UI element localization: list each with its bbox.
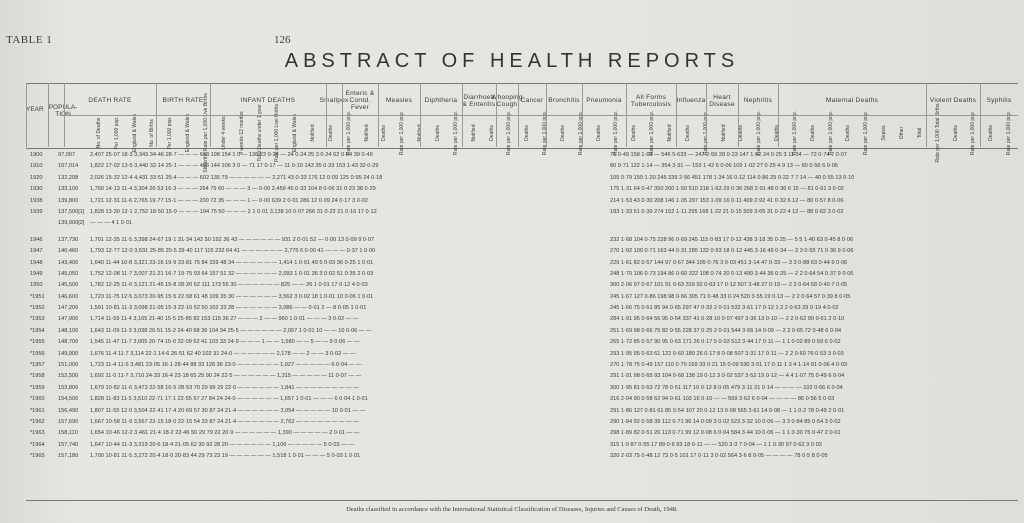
row-values-right: 214 1·53 43 0·30 208 146 1·05 297 153 1·09 16 0·11 409 2·92 41 0·32 6 12 — 80 0·57 8 0·06 (610, 197, 844, 204)
sub-header (215, 117, 233, 148)
table-row (26, 440, 1018, 451)
table-label: TABLE 1 (6, 34, 53, 46)
footnote: Deaths classified in accordance with the International Statistical Classification of Diseases, Injuries and Causes of Death, 1948. (346, 506, 678, 513)
sub-header (268, 103, 286, 162)
row-values-left: 1,760 14·13 11·4 3,304 26·53 16·3 — — — 264 79 60 — — — 3 — 0·00 2,459 45 0·33 104 8 0·06 31 0·23 38 0·29 (90, 186, 376, 193)
row-values-left: 1,714 11·59 11·4 3,165 21·40 15·5 25·85 82 153 115 36 27 — — — 2 — — 960 1 0·01 — — — 3 0·02 — — (90, 316, 359, 323)
sub-header (251, 103, 269, 162)
bottom-rule (26, 500, 1018, 501)
sub-header-label: Deaths (327, 124, 334, 141)
sub-header-label: Total Deaths under 1 year (256, 103, 263, 162)
row-population: 156,490 (58, 407, 79, 414)
row-population: 145,050 (58, 270, 79, 277)
page-title: ABSTRACT OF HEALTH REPORTS (284, 50, 740, 72)
row-year: *1963 (30, 430, 45, 437)
row-year: 1939 (30, 208, 43, 215)
row-values-left: — — — 4 1 0·01 (90, 220, 132, 227)
sub-header (750, 110, 768, 155)
row-population: 152,500 (58, 373, 79, 380)
group-header-17: Maternal Deaths (825, 97, 879, 104)
row-values-left: 2,407 25·07 18·3 3,343 34·46 28·7 — — — 663 198 154 1 0 — 138 23 0·24 — 24 0·24 25 3 0·24 62 0·64 39 0·49 (90, 152, 373, 158)
table-row (26, 269, 1018, 280)
sub-header (518, 117, 536, 148)
sub-header-label: Rate per 1,000 pop. (1006, 110, 1013, 155)
row-year: *1962 (30, 418, 45, 425)
sub-header (393, 110, 411, 155)
sub-header-label: Notified (720, 124, 727, 141)
sub-header-label: Rate per 1,000 pop. (756, 110, 763, 155)
group-header-5: Enteric & Contd. Fever (345, 90, 375, 111)
sub-header (197, 92, 215, 173)
data-rows (26, 150, 1018, 463)
row-values-right: 251 1·69 98 0·66 75 82 0·55 228 37 0·25 2 0·01 544 3·66 14 0·09 — 2 2 0·65 72 0·48 6 0·04 (610, 327, 842, 334)
row-values-left: 2,026 15·32 12·4 4,431 33·51 25·4 — — — 602 135 79 — — — — — — 2,271 43 0·33 176 12 0·09 125 0·95 24 0·18 (90, 174, 383, 181)
sub-header (893, 117, 911, 148)
page-number: 126 (274, 34, 291, 46)
sub-header (1000, 110, 1018, 155)
group-header-2: BIRTH RATE (162, 97, 204, 104)
row-values-left: 1,752 12·08 11·7 3,007 21·21 16·7 19·75 93 64 157 51 32 — — — — — — 2,093 1 0·01 36 3 0·02 51 0·35 2 0·03 (90, 270, 374, 277)
row-population: 140,460 (58, 248, 79, 255)
row-year: 1900 (30, 152, 43, 158)
row-values-left: 1,701 12·35 11·5 3,398 24·67 19·1 31·34 142 50 192 36 43 — — — — — — 931 2 0·01 52 — 0·00 13 0·09 9 0·07 (90, 236, 375, 243)
row-values-right: 293 1·95 95 0·63 61 122 0·60 180 26 0·17 8 0·08 507 3·31 17 0·11 — 2 2 0·60 76 0·53 3 0·03 (610, 350, 844, 357)
row-year: *1958 (30, 373, 45, 380)
row-values-right: 320 2·03 75 0·48 12 73 0·5 101 17 0·11 3 0·02 564 3·6 8 0·05 — — — — 78 0·5 8 0·05 (610, 453, 828, 460)
sub-header-label: Deaths (809, 124, 816, 141)
table-row (26, 326, 1018, 337)
row-values-right: 300 2·06 97 0·67 101 91 0·63 319 92 0·63 17 0·12 507 3·48 27 0·19 — 2 2 0·64 58 0·40 7 0·05 (610, 282, 848, 289)
row-values-right: 229 1·61 82 0·57 144 97 0·67 344 109 0·76 3 0·03 451 3·14 47 0·33 — 3 3 0·88 63 0·44 9 0·06 (610, 259, 848, 266)
row-year: *1959 (30, 384, 45, 391)
sub-header-label: No. of Births (149, 118, 156, 147)
sub-header-label: Notified (666, 124, 673, 141)
row-values-left: 1,654 10·46 12·2 3,461 21·4 18·2 22·46 50 29 79 22 20·9 — — — — — — 1,390 — — — — — 2 0·01 — — (90, 430, 360, 437)
row-values-left: 1,700 10·81 11·5 3,272 20·4 18·0 20·83 44 29 73 23 19 — — — — — — 1,518 1 0·01 — — — 5 0·03 1 0·01 (90, 453, 361, 460)
sub-header-label: Deaths (774, 124, 781, 141)
row-year: *1952 (30, 305, 45, 312)
sub-header (875, 117, 893, 148)
sub-header (572, 110, 590, 155)
row-values-left: 1,793 12·77 12·0 3,631 25·85 20·5 29·40 117 115 232 64 41 — — — — — — 2,775 6 0·00 41 — — — 0·37 1 0·00 (90, 248, 376, 255)
sub-header-label: Notified (470, 124, 477, 141)
row-values-left: 1,782 12·25 11·6 3,121 21·45 15·8 28·20 62 111 173 55 30 — — — — — — 825 — — 26 1 0·01 17 0·12 4 0·03 (90, 282, 368, 289)
row-population: 139,800 (58, 197, 79, 204)
sub-header (982, 117, 1000, 148)
group-header-7: Diphtheria (424, 97, 458, 104)
sub-header-label: Other (898, 126, 905, 139)
row-values-right: 245 1·67 127 0·86 198 98 0·66 305 71 0·48 33 0·24 520 3·55 19 0·13 — 2 2 0·64 57 0·39 8 0·05 (610, 293, 851, 300)
sub-header (144, 117, 162, 148)
table-row (26, 246, 1018, 257)
sub-header-label: Under 4 weeks (220, 115, 227, 150)
sub-header (840, 117, 858, 148)
row-values-left: 1,667 10·58 11·9 3,567 22·15 18·0 22·15 54 33 87 24 21·4 — — — — — — 2,762 — — — — — — — — — (90, 418, 359, 425)
sub-header-label: Rate per 1,000 pop. (613, 110, 620, 155)
sub-header (554, 117, 572, 148)
row-population: 154,500 (58, 396, 79, 403)
sub-header (679, 117, 697, 148)
row-population: 148,700 (58, 339, 79, 346)
row-population: 133,100 (58, 186, 79, 193)
row-year: *1960 (30, 396, 45, 403)
table-row (26, 360, 1018, 371)
row-values-left: 1,723 11·4 11·5 3,481 23·05 16·1 28·44 88 33 126 36 23·0 — — — — — — 1,927 — — — — — 6 0·04 — — (90, 362, 362, 369)
group-header-14: Influenza (676, 97, 706, 104)
year-column-header: YEAR (26, 106, 44, 113)
sub-header-label: Deaths (631, 124, 638, 141)
row-population: 157,690 (58, 418, 79, 425)
sub-header-label: Notified (363, 124, 370, 141)
group-header-8: Diarrhoea & Enteritis (462, 93, 496, 108)
row-values-left: 1,807 11·55 12·0 3,504 22·41 17·4 20·69 57 30 87 24 21·4 — — — — — — 2,054 — — — — — 10 0·01 — — (90, 407, 366, 414)
sub-header-label: Deaths (488, 124, 495, 141)
row-population: 97,007 (58, 152, 76, 158)
table-row (26, 394, 1018, 405)
row-values-left: 1,647 10·44 11·3 3,319 20·6 18·4 21·05 62 30 92 28 20 — — — — — — 1,106 — — — — — 5 0·03 — — (90, 441, 354, 448)
row-values-right: 71 0·49 158 1·63 — 546 5·633 — 247 2·59 28 0·23 147 1·52 24 0·25 3 11 34 — 72 0·74 7 0·07 (610, 152, 847, 158)
row-population: 137,500[1] (58, 208, 85, 215)
sub-header (786, 110, 804, 155)
table-row (26, 161, 1018, 172)
row-year: 1947 (30, 248, 43, 255)
row-year: 1930 (30, 186, 43, 193)
sub-header-label: Rate per 1,000 pop. (577, 110, 584, 155)
sub-header-label: Rate per 1,000 pop. (452, 110, 459, 155)
row-year: 1920 (30, 174, 43, 181)
header-subrule (64, 115, 1018, 116)
sub-header-label: Stillbirths Rate per 1,000 Live Births (202, 92, 209, 173)
row-population: 147,900 (58, 316, 79, 323)
row-population: 137,730 (58, 236, 79, 243)
sub-header-label: Per 1,000 pop. (113, 116, 120, 149)
group-header-16: Nephritis (743, 97, 773, 104)
sub-header (465, 117, 483, 148)
table-row (26, 184, 1018, 195)
group-header-3: INFANT DEATHS (240, 97, 296, 104)
row-population: 139,900[2] (58, 220, 85, 227)
sub-header (608, 110, 626, 155)
row-values-right: 300 1·95 81 0·53 72 78 0·51 117 19 0·12 8 0·05 479 3·11 21 0·14 — — — — 102 0·66 6 0·04 (610, 384, 843, 391)
row-values-right: 232 1·68 104 0·75 228 96 0·69 245 115 0·83 17 0·12 438 3·18 35 0·25 — 5 5 1·40 63 0·45 8 0·06 (610, 236, 854, 243)
row-population: 132,208 (58, 174, 79, 181)
sub-header (500, 110, 518, 155)
row-values-left: 1,591 10·81 11·3 3,098 21·05 15·3 22·10 52 50 102 33 28 — — — — — — 3,086 — — 0·01 2 — 8 0·05 1 0·01 (90, 305, 367, 312)
row-values-right: 255 1·72 85 0·57 90 95 0·63 171 26 0·17 5 0·03 512 3·44 17 0·11 — 1 1 0·02 89 0·59 6 0·02 (610, 339, 841, 346)
row-population: 143,400 (58, 259, 79, 266)
row-year: 1946 (30, 236, 43, 243)
sub-header-label: Deaths (738, 124, 745, 141)
sub-header (804, 117, 822, 148)
sub-header (947, 117, 965, 148)
row-population: 151,000 (58, 362, 79, 369)
row-values-right: 290 1·84 92 0·58 39 112 0·71 96 14 0·09 3 0·02 523 3·32 10 0·06 — 3 3 0·84 85 0·54 3 0·02 (610, 418, 841, 425)
sub-header-label: No. of Deaths (95, 117, 102, 148)
sub-header (233, 110, 251, 155)
sub-header-label: Per 1,000 pop. (167, 116, 174, 149)
group-header-9: Whooping Cough (491, 93, 523, 108)
row-values-right: 270 1·92 100 0·71 163 44 0·31 285 132 0·93 18 0·12 445 3·16 49 0·34 — 3 3 0·55 71 0·36 9 0·06 (610, 248, 854, 255)
group-header-19: Syphilis (986, 97, 1012, 104)
group-header-1: DEATH RATE (88, 97, 132, 104)
sub-header-label: Deaths (845, 124, 852, 141)
row-values-right: 316 2·04 90 0·58 62 94 0·61 103 16 0·10 — — 569 3·62 6 0·04 — — — — 86 0·56 5 0·03 (610, 396, 835, 403)
sub-header-label: Rate per 1,000 pop. (399, 110, 406, 155)
group-header-15: Heart Disease (709, 93, 735, 108)
sub-header (643, 110, 661, 155)
sub-header-label: Deaths (381, 124, 388, 141)
sub-header-label: England & Wales (185, 113, 192, 152)
sub-header-label: Deaths (595, 124, 602, 141)
sub-header-label: Notified (310, 124, 317, 141)
header-divider (26, 83, 27, 147)
row-values-left: 1,643 11·09 11·3 3,038 20·51 15·2 24·40 68 36 104 34 25·5 — — — — — — 2,067 1 0·01 10 — — 10 0·06 — — (90, 327, 372, 334)
sub-header (161, 117, 179, 148)
table-row (26, 337, 1018, 348)
row-year: *1955 (30, 339, 45, 346)
sub-header (304, 117, 322, 148)
row-population: 157,740 (58, 441, 79, 448)
row-population: 149,900 (58, 350, 79, 357)
row-values-right: 248 1·70 106 0·73 194 86 0·60 322 108 0·74 20 0·13 499 3·44 36 0·25 — 2 2 0·64 54 0·37 9 0·06 (610, 270, 854, 277)
group-header-12: Pneumonia (586, 97, 622, 104)
table-row (26, 417, 1018, 428)
sub-header-label: Rate per 1,000 pop. (345, 110, 352, 155)
row-year: 1950 (30, 282, 43, 289)
sub-header-label: England & Wales (292, 113, 299, 152)
table-row (26, 303, 1018, 314)
group-header-4: Smallpox (319, 97, 349, 104)
row-year: 1949 (30, 270, 43, 277)
sub-header-label: Deaths (524, 124, 531, 141)
row-values-right: 183 1·33 51 0·39 274 152 1·11 295 168 1·22 21 0·15 509 3·65 31 0·22 4 12 — 88 0·62 3 0·02 (610, 208, 844, 215)
sub-header (625, 117, 643, 148)
sub-header-label: 4 weeks-12 months (238, 110, 245, 155)
sub-header (90, 117, 108, 148)
row-year: *1951 (30, 293, 45, 300)
row-values-right: 298 1·89 82 0·51 26 113 0·71 99 12 0·08 6 0·04 584 3·44 10 0·06 — 1 1 0·30 75 0·47 2 0·01 (610, 430, 841, 437)
table-row (26, 235, 1018, 246)
row-values-right: 175 1·31 64 0·47 350 200 1·50 510 218 1·63 29 0·36 268 2·01 48 0·36 6 15 — 81 0·61 3 0·02 (610, 186, 844, 193)
sub-header (857, 110, 875, 155)
table-row (26, 218, 1018, 229)
row-values-left: 1,828 13·30 12·1 2,752 18·50 15·0 — — — 194 75 50 — — — 2 1 0·01 3,138 10 0·07 266 31 0·22 21 0·16 17 0·12 (90, 208, 377, 215)
sub-header-label: Deaths (559, 124, 566, 141)
sub-header-label: Deaths (988, 124, 995, 141)
sub-header-label: Notified (417, 124, 424, 141)
row-population: 158,110 (58, 430, 78, 437)
sub-header-label: Rate per 1,000 pop. (702, 110, 709, 155)
sub-header (322, 117, 340, 148)
group-header-10: Cancer (520, 97, 544, 104)
sub-header-label: Rate per 1,000 pop. (542, 110, 549, 155)
table-row (26, 173, 1018, 184)
row-year: *1953 (30, 316, 45, 323)
table-row (26, 371, 1018, 382)
sub-header-label: Total (916, 127, 923, 138)
sub-header (590, 117, 608, 148)
table-row (26, 451, 1018, 462)
table-row (26, 428, 1018, 439)
group-header-13: All Forms Tuberculosis (630, 93, 672, 108)
row-population: 145,500 (58, 282, 79, 289)
row-population: 147,200 (58, 305, 79, 312)
sub-header (126, 113, 144, 152)
sub-header-label: Deaths (684, 124, 691, 141)
table-row (26, 196, 1018, 207)
table-row (26, 280, 1018, 291)
row-values-right: 105 0·79 159 1·20 245 339 2·56 451 178 1·34 16 0·12 114 0·86 29 0·22 7 7 14 — 40 0·55 13 0·10 (610, 174, 855, 181)
sub-header-label: Rate per 1,000 pop. (863, 110, 870, 155)
group-header-6: Measles (385, 97, 413, 104)
row-values-left: 1,679 10·82 11·6 3,473 22·58 16·5 28·53 70 29 99 29 22·0 — — — — — — 1,841 — — — — — — — — — (90, 384, 359, 391)
row-year: *1964 (30, 441, 45, 448)
sub-header (179, 113, 197, 152)
sub-header-label: Rate per 1,000 pop. (649, 110, 656, 155)
table-row (26, 258, 1018, 269)
sub-header (358, 117, 376, 148)
row-values-right: 80 0·71 122 1·14 — 354 3·31 — 153 1·42 6 0·06 109 1·02 27 0·25 4 9 13 — 60 0·56 6 0·06 (610, 163, 838, 170)
row-values-right: 291 1·86 127 0·81 61 85 0·54 107 20 0·12 13 0·08 565 3·61 14 0·08 — 1 1 0·2 78 0·49 2 0·01 (610, 407, 845, 414)
row-values-left: 1,545 11·47 11·7 3,005 20·74 15·0 32·09 62 41 103 33 24·9 — — — 1 — — 1,580 — — 5 — — 9 0·06 — — (90, 339, 360, 346)
group-header-11: Bronchitis (548, 97, 580, 104)
row-population: 148,100 (58, 327, 79, 334)
row-population: 146,600 (58, 293, 79, 300)
row-year: 1948 (30, 259, 43, 266)
row-values-left: 1,828 11·83 11·5 3,510 22·71 17·1 22·55 57 27 84 24 24·0 — — — — — — 1,657 1 0·01 — — — 6 0·04 1 0·01 (90, 396, 368, 403)
group-header-18: Violent Deaths (929, 97, 977, 104)
sub-header (929, 102, 947, 163)
row-values-right: 284 1·91 95 0·64 56 95 0·64 337 41 0·28 10 0·07 497 3·36 13 0·10 — 2 2 0·62 90 0·61 2 0·10 (610, 316, 845, 323)
row-values-left: 1,676 11·4 11·7 3,114 22·1 14·6 26·51 62 40 102 31 24·0 — — — — — — 2,178 — — 2 — — 3 0·02 — — (90, 350, 356, 357)
table-row (26, 314, 1018, 325)
sub-header (732, 117, 750, 148)
sub-header (286, 113, 304, 152)
sub-header (715, 117, 733, 148)
row-year: 1938 (30, 197, 43, 204)
sub-header-label: England & Wales (131, 113, 138, 152)
sub-header-label: Deaths (952, 124, 959, 141)
sub-header-label: Rate per 1,000 pop. (506, 110, 513, 155)
row-year: *1965 (30, 453, 45, 460)
row-population: 107,014 (58, 163, 79, 170)
row-values-right: 291 1·91 98 0·65 93 104 0·68 138 19 0·12 3 0·02 537 3·52 19 0·12 — 4 4 1·07 75 0·49 6 0·04 (610, 373, 845, 380)
sub-header-label: Rate per 1,000 Total Births (934, 102, 941, 163)
table-row (26, 207, 1018, 218)
sub-header-label: Rate per 1,000 Live Births (274, 103, 281, 162)
table-row (26, 349, 1018, 360)
row-year: *1957 (30, 362, 45, 369)
row-values-right: 270 1·78 75 0·49 157 110 0·70 169 33 0·21 15 0·09 530 3·51 17 0·11 1 3 4 1·14 91 0·06 4 0·03 (610, 362, 848, 369)
row-year: *1954 (30, 327, 45, 334)
sub-header (822, 110, 840, 155)
row-values-left: 1,822 17·02 13·5 3,440 32·14 25·1 — — — 496 144 106 3 0 — 71 17 0·17 — 11 0·10 143 35 0·33 153 1·43 32 0·29 (90, 163, 379, 170)
row-values-left: 1,721 12·31 11·6 2,765 19·77 15·1 — — — 200 72 35 — — — 1 — 0·00 639 2 0·01 286 12 0·09 24 0·17 3 0·02 (90, 197, 368, 204)
table-row (26, 150, 1018, 161)
sub-header-label: Rate per 1,000 pop. (791, 110, 798, 155)
row-values-left: 1,692 11·0 11·7 3,710 24·33 16·4 23·18 65 25 90 24 22·5 — — — — — — 1,315 — — — — — 11 0·07 — — (90, 373, 362, 380)
sub-header (483, 117, 501, 148)
sub-header-label: Sepsis (881, 124, 888, 141)
row-population: 157,180 (58, 453, 79, 460)
row-year: *1961 (30, 407, 45, 414)
sub-header (108, 117, 126, 148)
sub-header-label: Deaths (434, 124, 441, 141)
row-values-left: 1,640 11·44 10·8 3,321 23·16 19·9 23·81 75 84 159 48 34 — — — — — — 1,414 1 0·01 49 5 0·03 36 0·25 1 0·01 (90, 259, 374, 266)
sub-header-label: Rate per 1,000 pop. (827, 110, 834, 155)
row-year: 1910 (30, 163, 43, 170)
row-population: 153,800 (58, 384, 79, 391)
table-row (26, 292, 1018, 303)
row-values-right: 245 1·66 75 0·51 85 94 0·65 297 47 0·32 2 0·01 532 3·61 17 0·12 1 2 2 0·63 29 0·19 4 0·02 (610, 305, 839, 312)
row-values-left: 1,723 11·75 12·5 3,073 20·95 15·5 22·58 61 48 109 35 30 — — — — — — 3,562 3 0·02 18 1 0·01 10 0·06 1 0·01 (90, 293, 374, 300)
sub-header-label: Rate per 1,000 pop. (970, 110, 977, 155)
header-divider (48, 83, 49, 147)
row-values-right: 315 1·9 87 0·55 17 89 0·6 93 18 0·11 — — 520 3·3 7 0·04 — 1 1 0·30 97 0·62 3 0·02 (610, 441, 822, 448)
table-row (26, 383, 1018, 394)
table-row (26, 406, 1018, 417)
population-column-header: POPULA-TION (48, 104, 78, 118)
sub-header (429, 117, 447, 148)
row-year: *1956 (30, 350, 45, 357)
